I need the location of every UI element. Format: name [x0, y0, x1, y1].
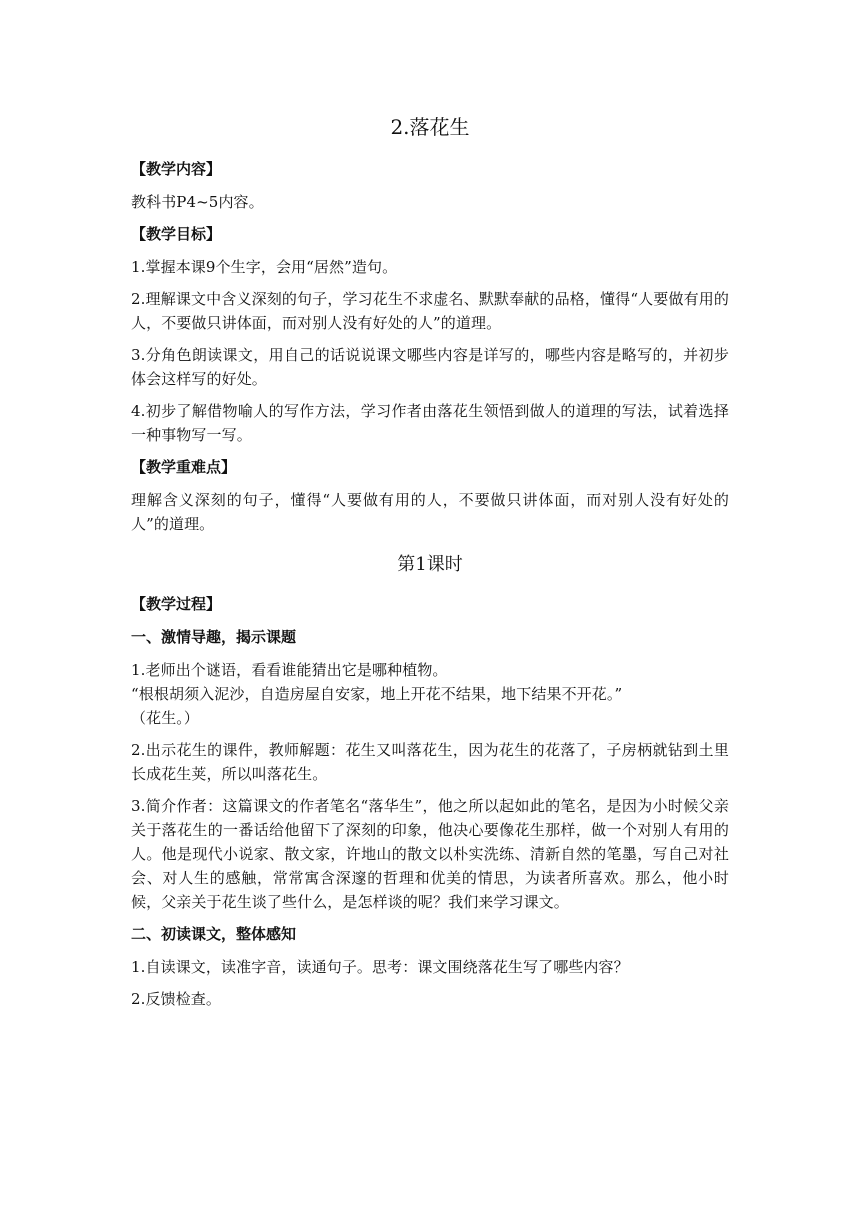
- riddle-answer: （花生。）: [131, 709, 200, 727]
- heading-key-points: 【教学重难点】: [131, 458, 237, 476]
- goal-item-2: 2.理解课文中含义深刻的句子，学习花生不求虚名、默默奉献的品格，懂得“人要做有用的人，不要做只讲体面，而对别人没有好处的人”的道理。: [131, 290, 729, 332]
- process-paragraph-5: 2.反馈检查。: [131, 990, 222, 1008]
- lesson-title: 2.落花生: [390, 115, 470, 139]
- teaching-content-text: 教科书P4~5内容。: [131, 193, 264, 211]
- process-paragraph-2: 2.出示花生的课件，教师解题：花生又叫落花生，因为花生的花落了，子房柄就钻到土里长成花生荚，所以叫落花生。: [131, 741, 729, 783]
- heading-teaching-process: 【教学过程】: [131, 595, 222, 613]
- riddle-intro: 1.老师出个谜语，看看谁能猜出它是哪种植物。: [131, 661, 448, 679]
- section-heading-1: 一、激情导趣，揭示课题: [131, 628, 297, 646]
- riddle-text: “根根胡须入泥沙，自造房屋自安家，地上开花不结果，地下结果不开花。”: [131, 685, 623, 703]
- goal-item-4: 4.初步了解借物喻人的写作方法，学习作者由落花生领悟到做人的道理的写法，试着选择一种事物写一写。: [131, 402, 729, 444]
- section-heading-2: 二、初读课文，整体感知: [131, 925, 297, 943]
- goal-item-1: 1.掌握本课9个生字，会用“居然”造句。: [131, 258, 398, 276]
- process-paragraph-4: 1.自读课文，读准字音，读通句子。思考：课文围绕落花生写了哪些内容？: [131, 958, 629, 976]
- process-paragraph-3: 3.简介作者：这篇课文的作者笔名“落华生”，他之所以起如此的笔名，是因为小时候父亲关于落花生的一番话给他留下了深刻的印象，他决心要像花生那样，做一个对别人有用的人。他是现代小说家、散文家，许地山的散文以朴实洗练、清新自然的笔墨，写自己对社会、对人生的感触，常常寓含深邃的哲理和优美的情思，为读者所喜欢。那么，他小时候，父亲关于花生谈了些什么，是怎样谈的呢？我们来学习课文。: [131, 797, 729, 911]
- goal-item-3: 3.分角色朗读课文，用自己的话说说课文哪些内容是详写的，哪些内容是略写的，并初步体会这样写的好处。: [131, 346, 729, 388]
- key-points-text: 理解含义深刻的句子，懂得“人要做有用的人，不要做只讲体面，而对别人没有好处的人”的道理。: [131, 491, 729, 533]
- document-body: [131, 112, 729, 1019]
- heading-teaching-goals: 【教学目标】: [131, 225, 222, 243]
- process-paragraph-1: [131, 658, 729, 730]
- heading-teaching-content: 【教学内容】: [131, 160, 222, 178]
- lesson-period-title: 第1课时: [397, 554, 463, 575]
